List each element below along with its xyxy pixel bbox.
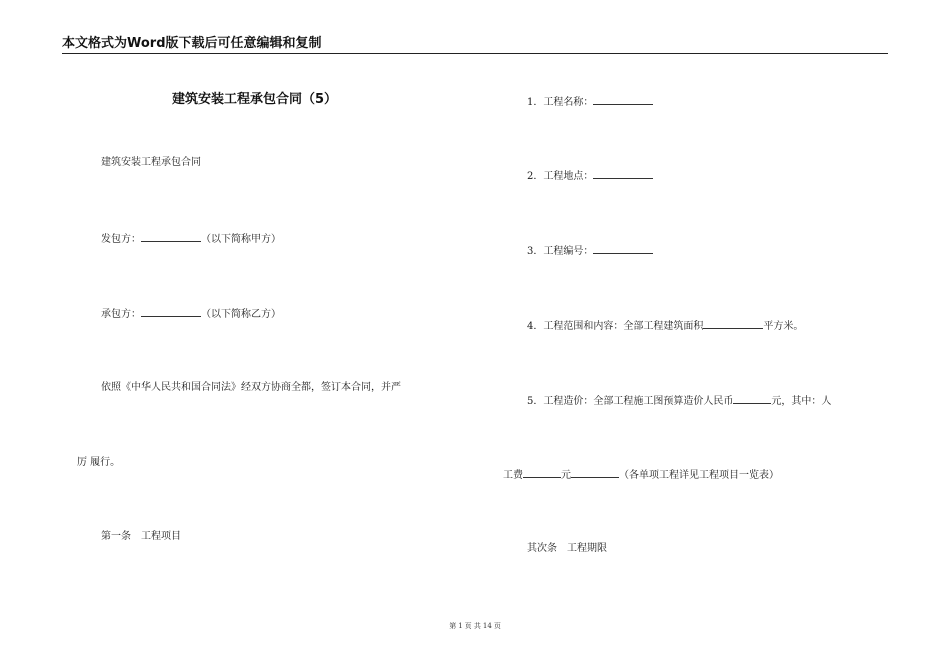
party-b-label: 承包方： — [101, 309, 141, 320]
page-suffix: 页 — [493, 622, 501, 630]
item-1-label: 1．工程名称： — [527, 97, 594, 108]
item-1-line — [527, 94, 653, 109]
page-total: 14 — [482, 622, 492, 630]
item-3-line — [527, 243, 653, 258]
labor-fee-blank — [523, 467, 561, 478]
item-5-suffix: 元，其中：人 — [771, 396, 832, 407]
project-list-note: （各单项工程详见工程项目一览表） — [619, 470, 779, 481]
labor-fee-extra-blank — [571, 467, 619, 478]
item-2-line — [527, 168, 653, 183]
item-1-blank — [593, 94, 653, 105]
party-a-blank — [141, 231, 201, 242]
party-b-note: （以下简称乙方） — [201, 309, 281, 320]
item-4-line — [527, 318, 803, 333]
page-current: 1 — [458, 622, 463, 630]
page-mid: 页 共 — [464, 622, 481, 630]
item-5-line — [527, 393, 831, 408]
article-2-heading: 其次条 工程期限 — [527, 543, 607, 554]
party-b-blank — [141, 306, 201, 317]
page-prefix: 第 — [449, 622, 457, 630]
item-5-continuation — [503, 467, 779, 482]
article-1-heading: 第一条 工程项目 — [101, 531, 181, 542]
labor-fee-label: 工费 — [503, 470, 523, 481]
item-3-blank — [593, 243, 653, 254]
page-header — [62, 36, 888, 53]
legal-basis-line-2: 厉 履行。 — [77, 457, 121, 468]
party-a-label: 发包方： — [101, 234, 141, 245]
header-divider — [62, 53, 888, 54]
page-footer — [0, 622, 950, 631]
item-2-label: 2．工程地点： — [527, 171, 594, 182]
party-b-line — [101, 306, 281, 321]
item-4-unit: 平方米。 — [763, 321, 804, 332]
item-4-blank — [703, 318, 763, 329]
item-5-text: 5．工程造价：全部工程施工图预算造价人民币 — [527, 396, 734, 407]
labor-fee-unit: 元 — [561, 470, 571, 481]
header-text: 本文格式为Word版下载后可任意编辑和复制 — [62, 36, 322, 51]
contract-intro: 建筑安装工程承包合同 — [101, 157, 201, 168]
item-4-text: 4．工程范围和内容：全部工程建筑面积 — [527, 321, 704, 332]
item-5-blank — [733, 393, 771, 404]
party-a-note: （以下简称甲方） — [201, 234, 281, 245]
document-title: 建筑安装工程承包合同（5） — [172, 92, 338, 107]
item-2-blank — [593, 168, 653, 179]
item-3-label: 3．工程编号： — [527, 246, 594, 257]
legal-basis-line-1: 依照《中华人民共和国合同法》经双方协商全都，签订本合同，并严 — [101, 382, 401, 393]
party-a-line — [101, 231, 281, 246]
